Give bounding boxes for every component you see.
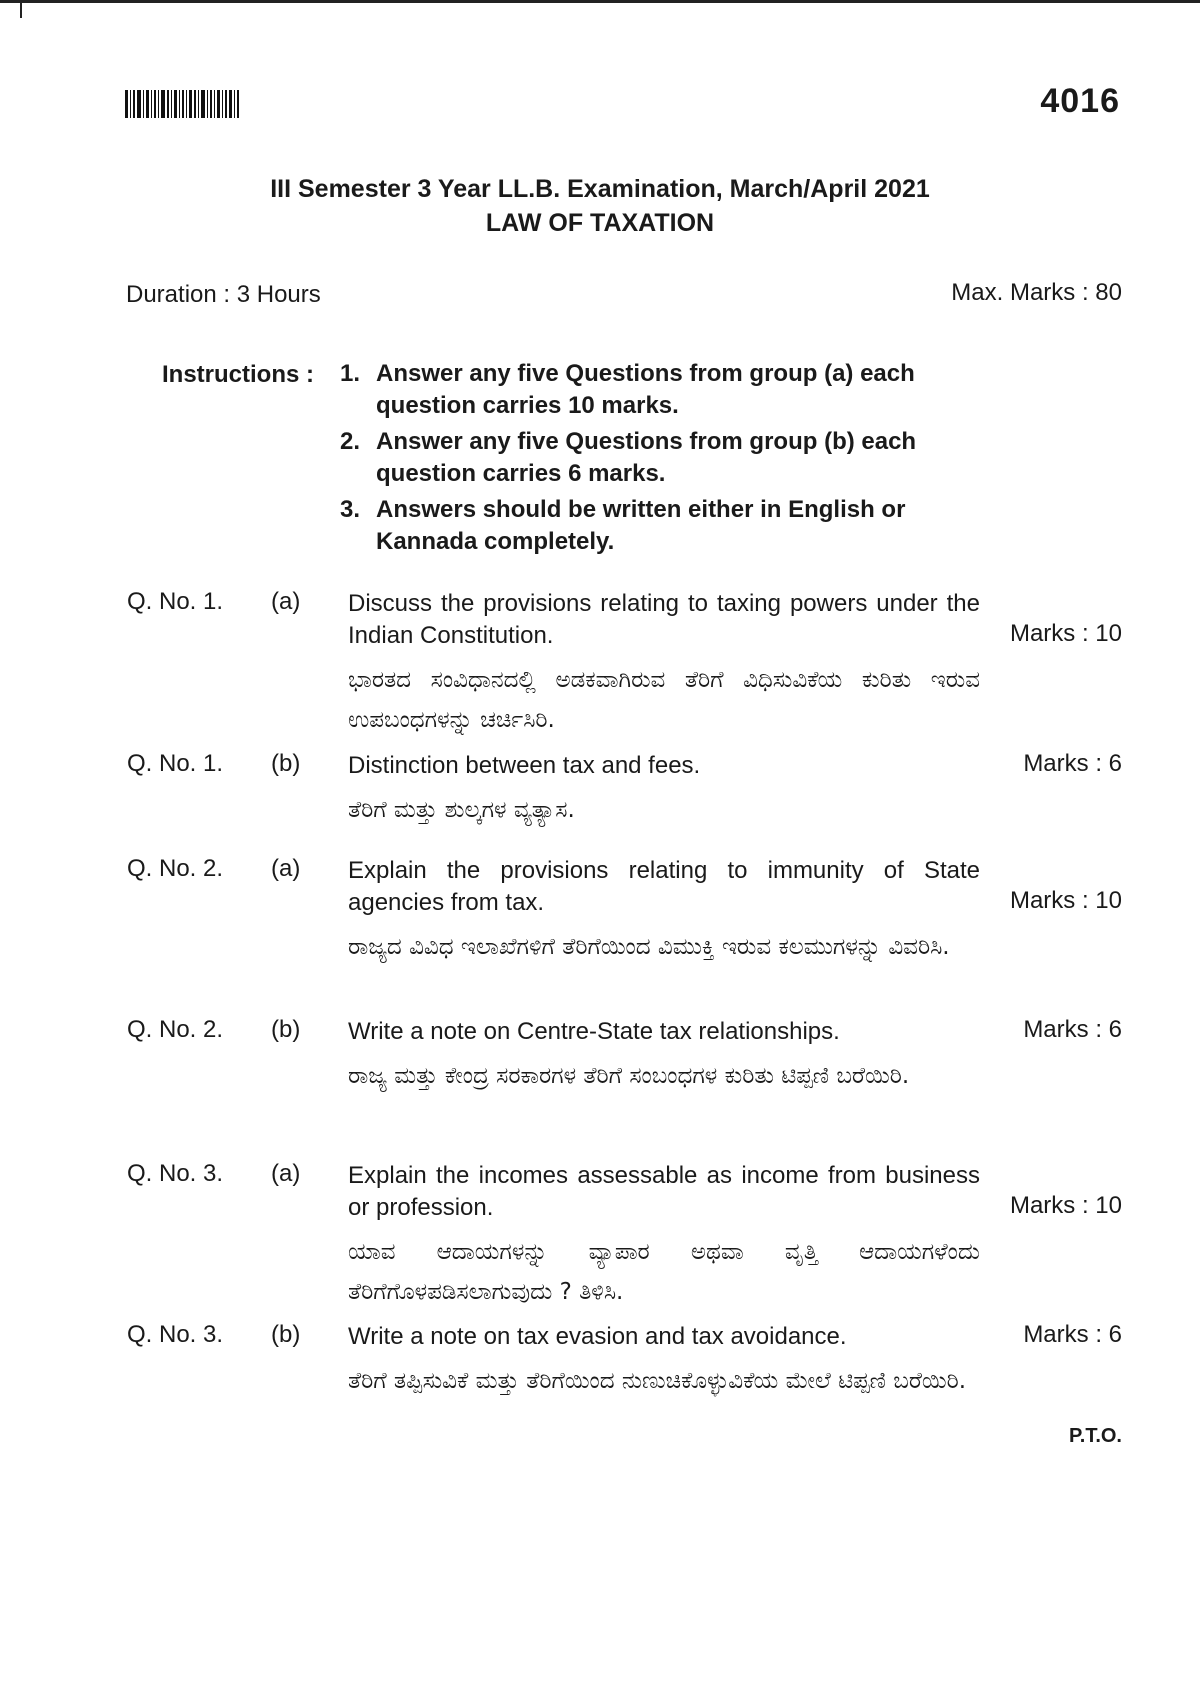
question-marks: Marks : 6 [1023,1321,1122,1348]
instructions-label: Instructions : [162,361,315,388]
instruction-number: 2. [340,428,361,455]
instruction-item [340,494,980,558]
question-marks: Marks : 6 [1023,750,1122,777]
instruction-item [340,358,980,422]
question-number: Q. No. 1. [127,750,224,777]
instruction-item [340,426,980,490]
pto-label: P.T.O. [1069,1425,1122,1447]
barcode-image [125,90,251,118]
question-part: (a) [271,1160,301,1187]
instruction-number: 3. [340,496,361,523]
scan-mark [20,0,22,18]
question-text-kannada: ತೆರಿಗೆ ಮತ್ತು ಶುಲ್ಕಗಳ ವ್ಯತ್ಯಾಸ. [348,797,575,823]
instruction-text: Answer any five Questions from group (a) each question carries 10 marks. [376,360,915,419]
max-marks-text: Max. Marks : 80 [951,279,1122,306]
question-part: (b) [271,1321,301,1348]
duration-text: Duration : 3 Hours [126,281,321,308]
question-text-kannada: ರಾಜ್ಯದ ವಿವಿಧ ಇಲಾಖೆಗಳಿಗೆ ತೆರಿಗೆಯಿಂದ ವಿಮುಕ್ತಿ ಇರುವ ಕಲಮುಗಳನ್ನು ವಿವರಿಸಿ. [348,934,950,960]
scan-border [0,0,1200,3]
question-number: Q. No. 3. [127,1321,224,1348]
question-number: Q. No. 3. [127,1160,224,1187]
question-text-kannada: ರಾಜ್ಯ ಮತ್ತು ಕೇಂದ್ರ ಸರಕಾರಗಳ ತೆರಿಗೆ ಸಂಬಂಧಗಳ ಕುರಿತು ಟಿಪ್ಪಣಿ ಬರೆಯಿರಿ. [348,1063,910,1089]
question-part: (a) [271,855,301,882]
question-text-english: Write a note on Centre-State tax relationships. [348,1018,840,1045]
question-marks: Marks : 6 [1023,1016,1122,1043]
instruction-text: Answer any five Questions from group (b) each question carries 6 marks. [376,428,917,487]
question-text-english: Explain the incomes assessable as income from business or profession. [348,1162,980,1221]
question-text-english: Write a note on tax evasion and tax avoidance. [348,1323,847,1350]
question-text-kannada: ಭಾರತದ ಸಂವಿಧಾನದಲ್ಲಿ ಅಡಕವಾಗಿರುವ ತೆರಿಗೆ ವಿಧಿಸುವಿಕೆಯ ಕುರಿತು ಇರುವ ಉಪಬಂಧಗಳನ್ನು ಚರ್ಚಿಸಿರಿ. [348,667,980,733]
question-text-english: Discuss the provisions relating to taxing powers under the Indian Constitution. [348,590,980,649]
question-part: (a) [271,588,301,615]
question-text-english: Explain the provisions relating to immunity of State agencies from tax. [348,857,980,916]
question-marks: Marks : 10 [1009,1192,1122,1219]
instruction-number: 1. [340,360,361,387]
question-text-english: Distinction between tax and fees. [348,752,701,779]
question-marks: Marks : 10 [1009,620,1122,647]
question-number: Q. No. 2. [127,855,224,882]
question-part: (b) [271,750,301,777]
paper-code: 4016 [1040,82,1120,120]
question-part: (b) [271,1016,301,1043]
question-number: Q. No. 2. [127,1016,224,1043]
question-text-kannada: ಯಾವ ಆದಾಯಗಳನ್ನು ವ್ಯಾಪಾರ ಅಥವಾ ವೃತ್ತಿ ಆದಾಯಗಳೆಂದು ತೆರಿಗೆಗೊಳಪಡಿಸಲಾಗುವುದು ? ತಿಳಿಸಿ. [348,1239,980,1305]
instruction-text: Answers should be written either in English or Kannada completely. [376,496,906,555]
question-number: Q. No. 1. [127,588,224,615]
subject-title: LAW OF TAXATION [485,209,715,237]
question-text-kannada: ತೆರಿಗೆ ತಪ್ಪಿಸುವಿಕೆ ಮತ್ತು ತೆರಿಗೆಯಿಂದ ನುಣುಚಿಕೊಳ್ಳುವಿಕೆಯ ಮೇಲೆ ಟಿಪ್ಪಣಿ ಬರೆಯಿರಿ. [348,1368,967,1394]
question-marks: Marks : 10 [1009,887,1122,914]
exam-title: III Semester 3 Year LL.B. Examination, March/April 2021 [270,175,930,203]
